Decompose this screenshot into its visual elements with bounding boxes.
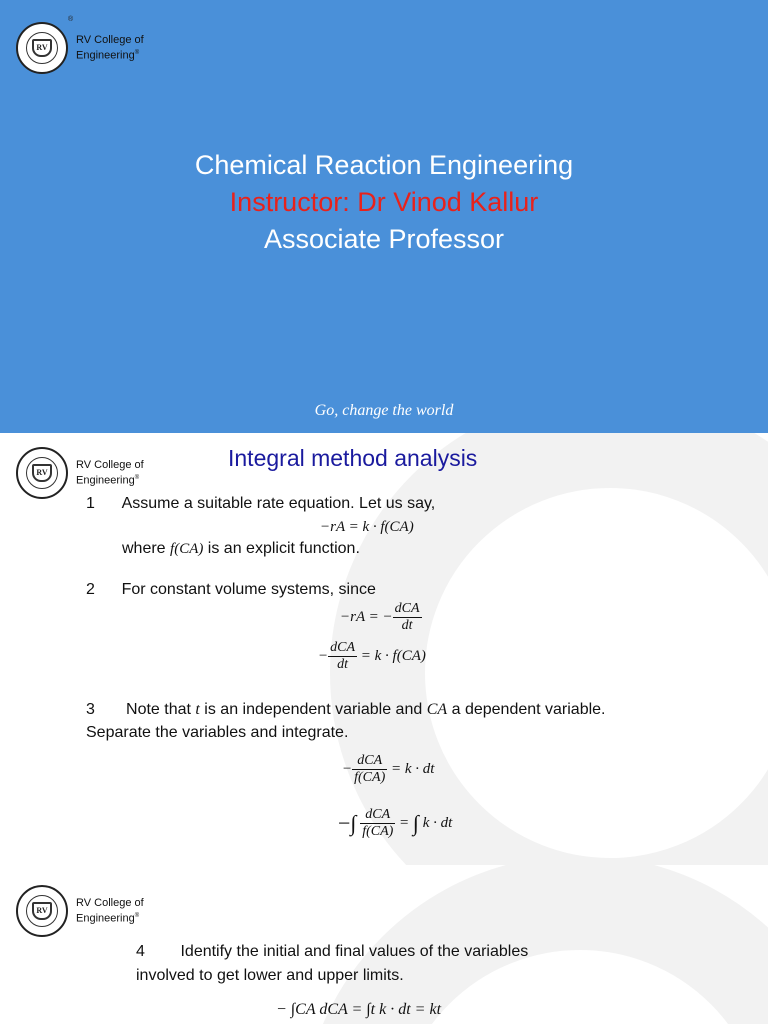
step-2-equation-2: − $\frac{\text{dCA}}{dt}$ = k · f(CA) <box>318 640 426 672</box>
step-1-equation: −rA = k · f(CA) <box>320 519 414 535</box>
step-3-equation-2: −∫ $\frac{\text{dCA}}{f(CA)}$ = ∫ k · dt <box>338 807 453 839</box>
college-name: RV College of Engineering® <box>76 896 144 925</box>
college-name: RV College of Engineering® <box>76 458 144 487</box>
college-seal-icon: RV <box>16 22 68 74</box>
college-name-line1: RV College of <box>76 33 144 46</box>
limits-slide <box>0 865 768 1024</box>
instructor-position: Associate Professor <box>263 224 505 254</box>
college-name-line2: Engineering <box>76 49 135 62</box>
integral-method-slide <box>0 433 768 865</box>
tagline: Go, change the world <box>314 402 454 419</box>
college-name: RV College of Engineering® <box>76 33 144 62</box>
college-seal-icon: RV <box>16 885 68 937</box>
college-logo <box>16 447 144 499</box>
college-name-line2: Engineering <box>76 912 135 925</box>
registered-mark: ® <box>68 16 74 23</box>
college-logo <box>16 885 144 937</box>
step-3-text: 3 Note that t is an independent variable and CA a dependent variable. <box>86 701 606 718</box>
step-2-text: 2 For constant volume systems, since <box>86 581 376 598</box>
college-name-line1: RV College of <box>76 458 144 471</box>
slide-heading: Integral method analysis <box>228 445 478 471</box>
step-1-text: 1 Assume a suitable rate equation. Let us say, <box>86 495 436 512</box>
step-4-equation: − ∫CA dCA = ∫t k · dt = kt <box>276 1001 442 1018</box>
step-3-equation-1: − $\frac{\text{dCA}}{f(CA)}$ = k · dt <box>342 753 435 785</box>
college-seal-icon: RV <box>16 447 68 499</box>
step-2-equation-1: −rA = − $\frac{\text{dCA}}{dt}$ <box>340 601 420 633</box>
step-4-text-line2: involved to get lower and upper limits. <box>136 967 404 984</box>
course-title: Chemical Reaction Engineering <box>194 150 574 180</box>
step-4-text: 4 Identify the initial and final values of the variables <box>136 943 529 960</box>
instructor-name: Instructor: Dr Vinod Kallur <box>229 187 539 217</box>
step-1-note: where f(CA) is an explicit function. <box>122 540 360 557</box>
title-slide <box>0 0 768 433</box>
college-name-line2: Engineering <box>76 474 135 487</box>
college-logo <box>16 16 144 74</box>
step-3-text-line2: Separate the variables and integrate. <box>86 724 349 741</box>
college-name-line1: RV College of <box>76 896 144 909</box>
